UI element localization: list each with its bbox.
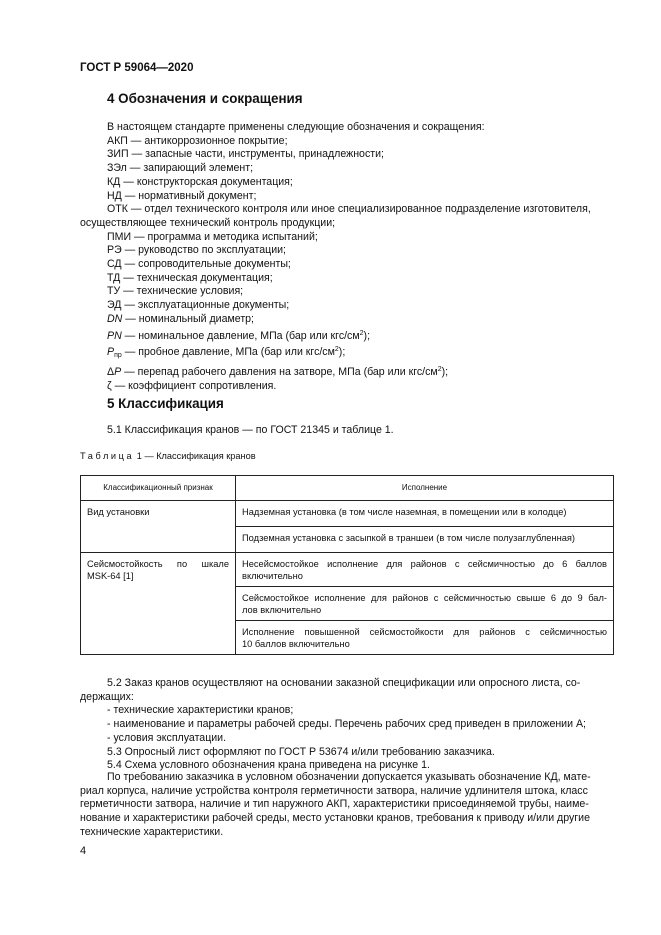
- page-number: 4: [80, 845, 87, 857]
- paragraph-5-2-block: [80, 677, 614, 773]
- abbr-item-ppr: [107, 343, 617, 363]
- paragraph-5-1: 5.1 Классификация кранов — по ГОСТ 21345 и таблице 1.: [107, 424, 394, 436]
- ppr-exponent: 2: [334, 346, 339, 354]
- table-cell: [236, 527, 614, 553]
- table-row: [81, 553, 614, 587]
- abbr-item: РЭ — руководство по эксплуатации;: [107, 244, 286, 257]
- table-cell-text: Исполнение повышенной сейсмостойкости для районов с сейсмичностью: [242, 627, 607, 637]
- dn-symbol: DN: [107, 312, 123, 325]
- final-paragraph-line: герметичности затвора, наличие и тип наружного АКП, характеристики присоединяемой трубы, наиме-: [80, 798, 589, 811]
- final-paragraph: [80, 771, 614, 840]
- paragraph-5-2-line: 5.2 Заказ кранов осуществляют на основании заказной спецификации или опросного листа, со-: [107, 677, 581, 689]
- delta-symbol: Δ: [107, 365, 115, 378]
- abbr-item-otk-cont: осуществляющее технический контроль продукции;: [80, 216, 336, 229]
- pn-text: — номинальное давление, МПа (бар или кгс/см: [121, 329, 360, 342]
- table-caption-prefix: Таблица: [80, 451, 135, 461]
- abbr-item: АКП — антикоррозионное покрытие;: [107, 134, 288, 147]
- section-4-title: 4 Обозначения и сокращения: [107, 91, 303, 106]
- dp-symbol: P: [114, 365, 122, 378]
- table-cell-group1-label: Вид установки: [81, 501, 236, 553]
- abbr-item: ЗИП — запасные части, инструменты, принадлежности;: [107, 148, 384, 161]
- abbr-item-otk: ОТК — отдел технического контроля или иное специализированное подразделение изготовителя,: [107, 203, 591, 216]
- section-5-title: 5 Классификация: [107, 396, 224, 411]
- table-cell: [236, 501, 614, 527]
- table-cell: [236, 621, 614, 655]
- pn-tail: );: [363, 329, 371, 342]
- ppr-subscript: пр: [114, 352, 122, 360]
- pn-symbol: PN: [107, 329, 122, 342]
- final-paragraph-line: По требованию заказчика в условном обозначении допускается указывать обозначение КД, мате-: [107, 771, 591, 783]
- table-cell-text: Несейсмостойкое исполнение для районов с сейсмичностью до 6 баллов: [242, 559, 607, 569]
- dp-tail: );: [441, 365, 449, 378]
- table-row: [81, 501, 614, 527]
- dn-text: — номинальный диаметр;: [122, 312, 255, 325]
- list-item: - технические характеристики кранов;: [107, 704, 294, 717]
- abbr-item: ЭД — эксплуатационные документы;: [107, 299, 290, 312]
- paragraph-5-2-line: держащих:: [80, 690, 134, 703]
- pn-exponent: 2: [359, 329, 364, 337]
- table-cell-text: лов включительно: [242, 605, 322, 615]
- table-caption-text: 1 — Классификация кранов: [136, 451, 256, 461]
- abbr-item: ТУ — технические условия;: [107, 285, 244, 298]
- table-cell: [236, 587, 614, 621]
- ppr-text: — пробное давление, МПа (бар или кгс/см: [121, 346, 335, 359]
- final-paragraph-line: риал корпуса, наличие устройства контроля герметичности затвора, наличие удлинителя штока, класс: [80, 784, 588, 797]
- table-cell-text: Сейсмостойкое исполнение для районов с сейсмичностью свыше 6 до 9 бал-: [242, 593, 607, 603]
- abbr-item: ПМИ — программа и методика испытаний;: [107, 230, 318, 243]
- paragraph-5-4: 5.4 Схема условного обозначения крана приведена на рисунке 1.: [107, 759, 430, 772]
- abbr-item: ТД — техническая документация;: [107, 271, 273, 284]
- final-paragraph-line: технические характеристики.: [80, 825, 224, 838]
- table-header-row: [81, 476, 614, 501]
- table-cell-text: Надземная установка (в том числе наземная, в помещении или в колодце): [242, 507, 567, 517]
- table-caption: [80, 450, 256, 464]
- table-cell-group2-label: Сейсмостойкость по шкале MSK-64 [1]: [81, 553, 236, 655]
- ppr-tail: );: [338, 346, 346, 359]
- table-cell-text: Подземная установка с засыпкой в траншеи (в том числе полузаглубленная): [242, 533, 576, 543]
- ppr-symbol: P: [107, 346, 115, 359]
- abbr-item-dn: [107, 313, 617, 327]
- abbr-item-zeta: ζ — коэффициент сопротивления.: [107, 379, 277, 392]
- list-item: - наименование и параметры рабочей среды. Перечень рабочих сред приведен в приложении А;: [107, 718, 586, 731]
- abbr-item: КД — конструкторская документация;: [107, 175, 293, 188]
- table-cell-text: 10 баллов включительно: [242, 639, 350, 649]
- abbr-item: СД — сопроводительные документы;: [107, 258, 291, 271]
- dp-exponent: 2: [437, 365, 442, 373]
- abbr-item: НД — нормативный документ;: [107, 189, 257, 202]
- abbreviations-intro: В настоящем стандарте применены следующие обозначения и сокращения:: [107, 121, 485, 133]
- table-cell: [236, 553, 614, 587]
- document-header: ГОСТ Р 59064—2020: [80, 62, 194, 74]
- abbr-item-pn: [107, 327, 617, 344]
- abbr-item: ЗЭл — запирающий элемент;: [107, 162, 254, 175]
- dp-text: — перепад рабочего давления на затворе, МПа (бар или кгс/см: [121, 365, 438, 378]
- paragraph-5-3: 5.3 Опросный лист оформляют по ГОСТ Р 53674 и/или требованию заказчика.: [107, 745, 495, 758]
- classification-table: [80, 475, 614, 655]
- table-cell-text: включительно: [242, 571, 303, 581]
- final-paragraph-line: нование и характеристики рабочей среды, место установки кранов, требования к приводу и/или другие: [80, 812, 590, 825]
- abbr-item-dp: [107, 363, 617, 380]
- table-header-col1: Классификационный признак: [81, 476, 236, 501]
- table-header-col2: Исполнение: [236, 476, 614, 501]
- abbreviations-list: [80, 121, 617, 393]
- list-item: - условия эксплуатации.: [107, 731, 227, 744]
